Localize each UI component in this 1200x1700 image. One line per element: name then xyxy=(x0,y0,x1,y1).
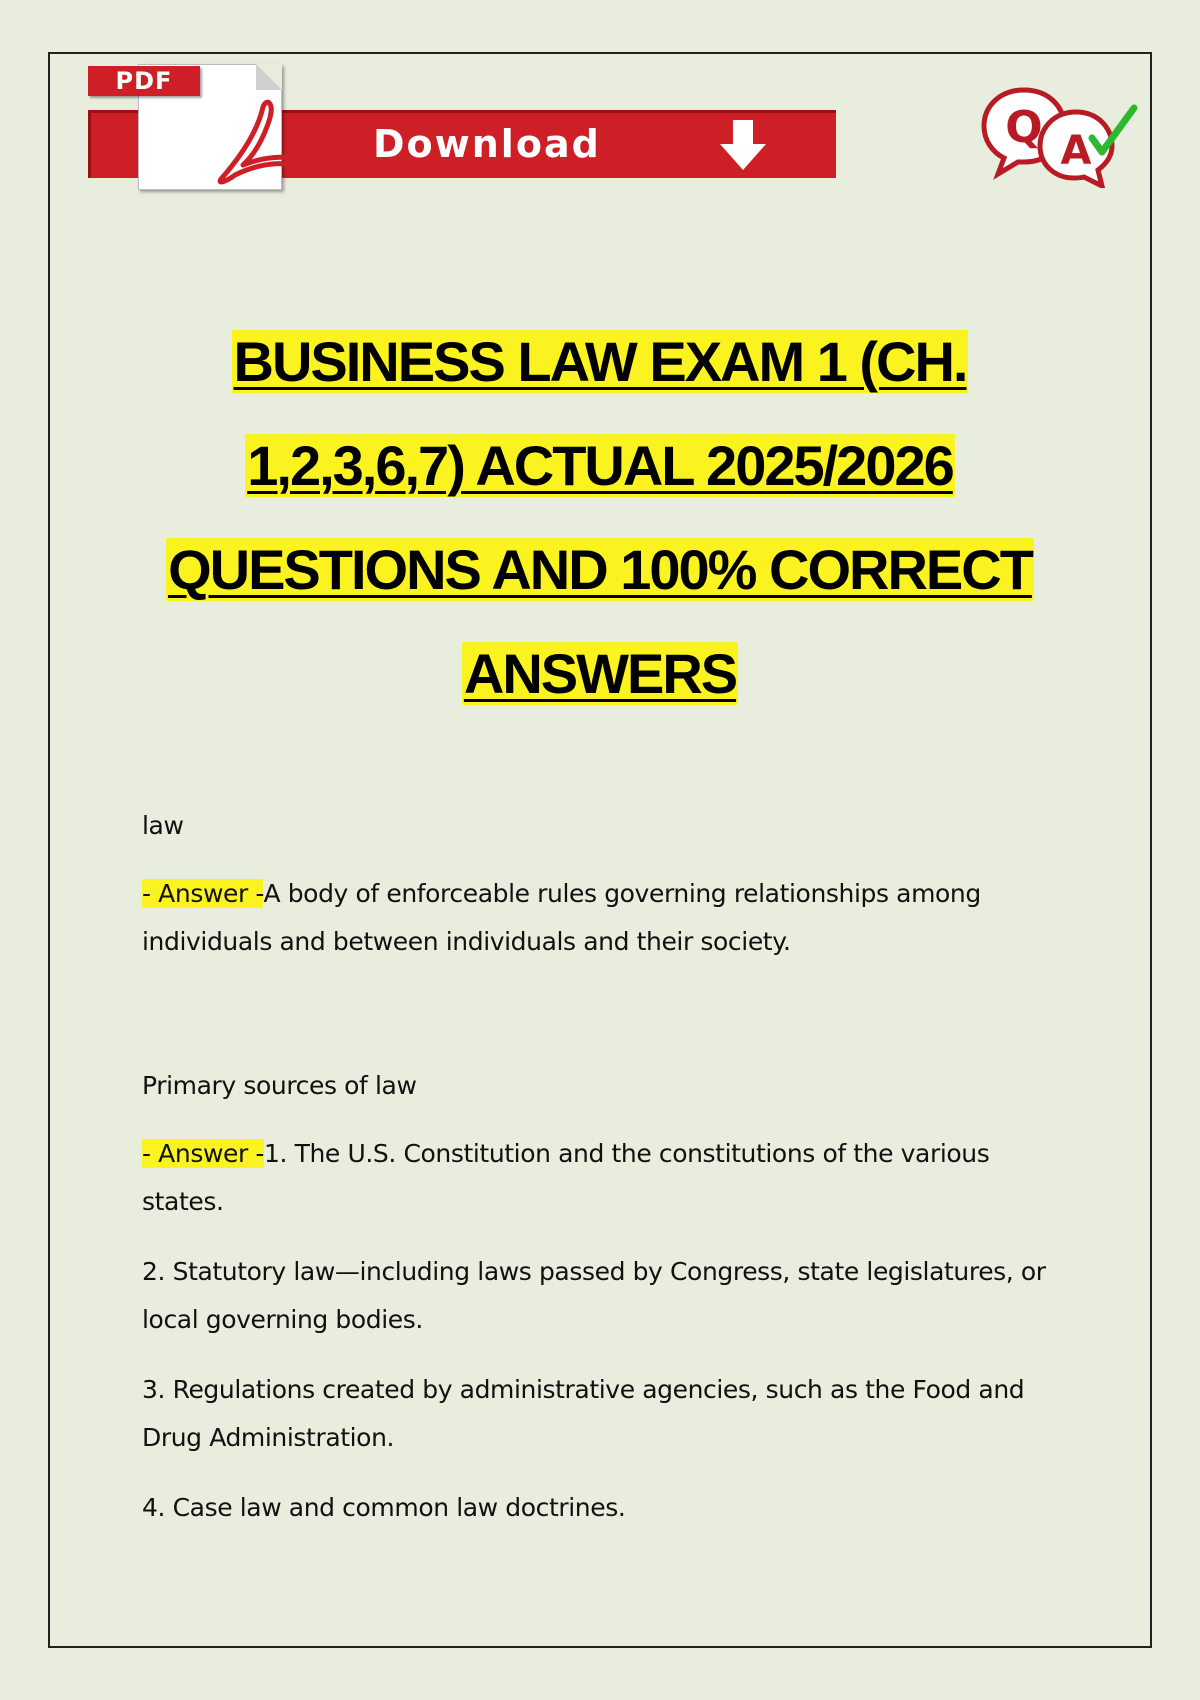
title-line-3: QUESTIONS AND 100% CORRECT xyxy=(168,538,1032,601)
answer-tag: - Answer - xyxy=(142,1139,265,1168)
logo-q: Q xyxy=(1005,102,1043,153)
answer-tag: - Answer - xyxy=(142,879,264,908)
download-arrow-icon[interactable] xyxy=(716,118,770,172)
logo-a: A xyxy=(1060,128,1092,174)
title-line-2: 1,2,3,6,7) ACTUAL 2025/2026 xyxy=(247,434,953,497)
answer-paragraph xyxy=(142,1130,1072,1226)
answer-item: 2. Statutory law—including laws passed by Congress, state legislatures, or local governing bodies. xyxy=(142,1257,1046,1334)
question-term: Primary sources of law xyxy=(142,1071,417,1100)
question-term: law xyxy=(142,811,184,840)
title-line-1: BUSINESS LAW EXAM 1 (CH. xyxy=(233,330,967,393)
answer-text: A body of enforceable rules governing relationships among individuals and between individuals and their society. xyxy=(142,879,981,956)
document-title xyxy=(100,310,1100,726)
answer-paragraph xyxy=(142,870,1072,966)
answer-item: 4. Case law and common law doctrines. xyxy=(142,1493,626,1522)
qa-content xyxy=(142,808,1072,1532)
acrobat-icon xyxy=(213,99,323,185)
pdf-download-banner[interactable] xyxy=(88,64,836,190)
answer-text: 1. The U.S. Constitution and the constitutions of the various states. xyxy=(142,1139,990,1216)
title-line-4: ANSWERS xyxy=(463,642,737,705)
download-label[interactable]: Download xyxy=(373,122,601,166)
qa-logo-icon xyxy=(980,82,1138,188)
page-fold xyxy=(256,64,282,90)
pdf-tag: PDF xyxy=(88,66,200,96)
answer-item: 3. Regulations created by administrative agencies, such as the Food and Drug Administration. xyxy=(142,1375,1025,1452)
